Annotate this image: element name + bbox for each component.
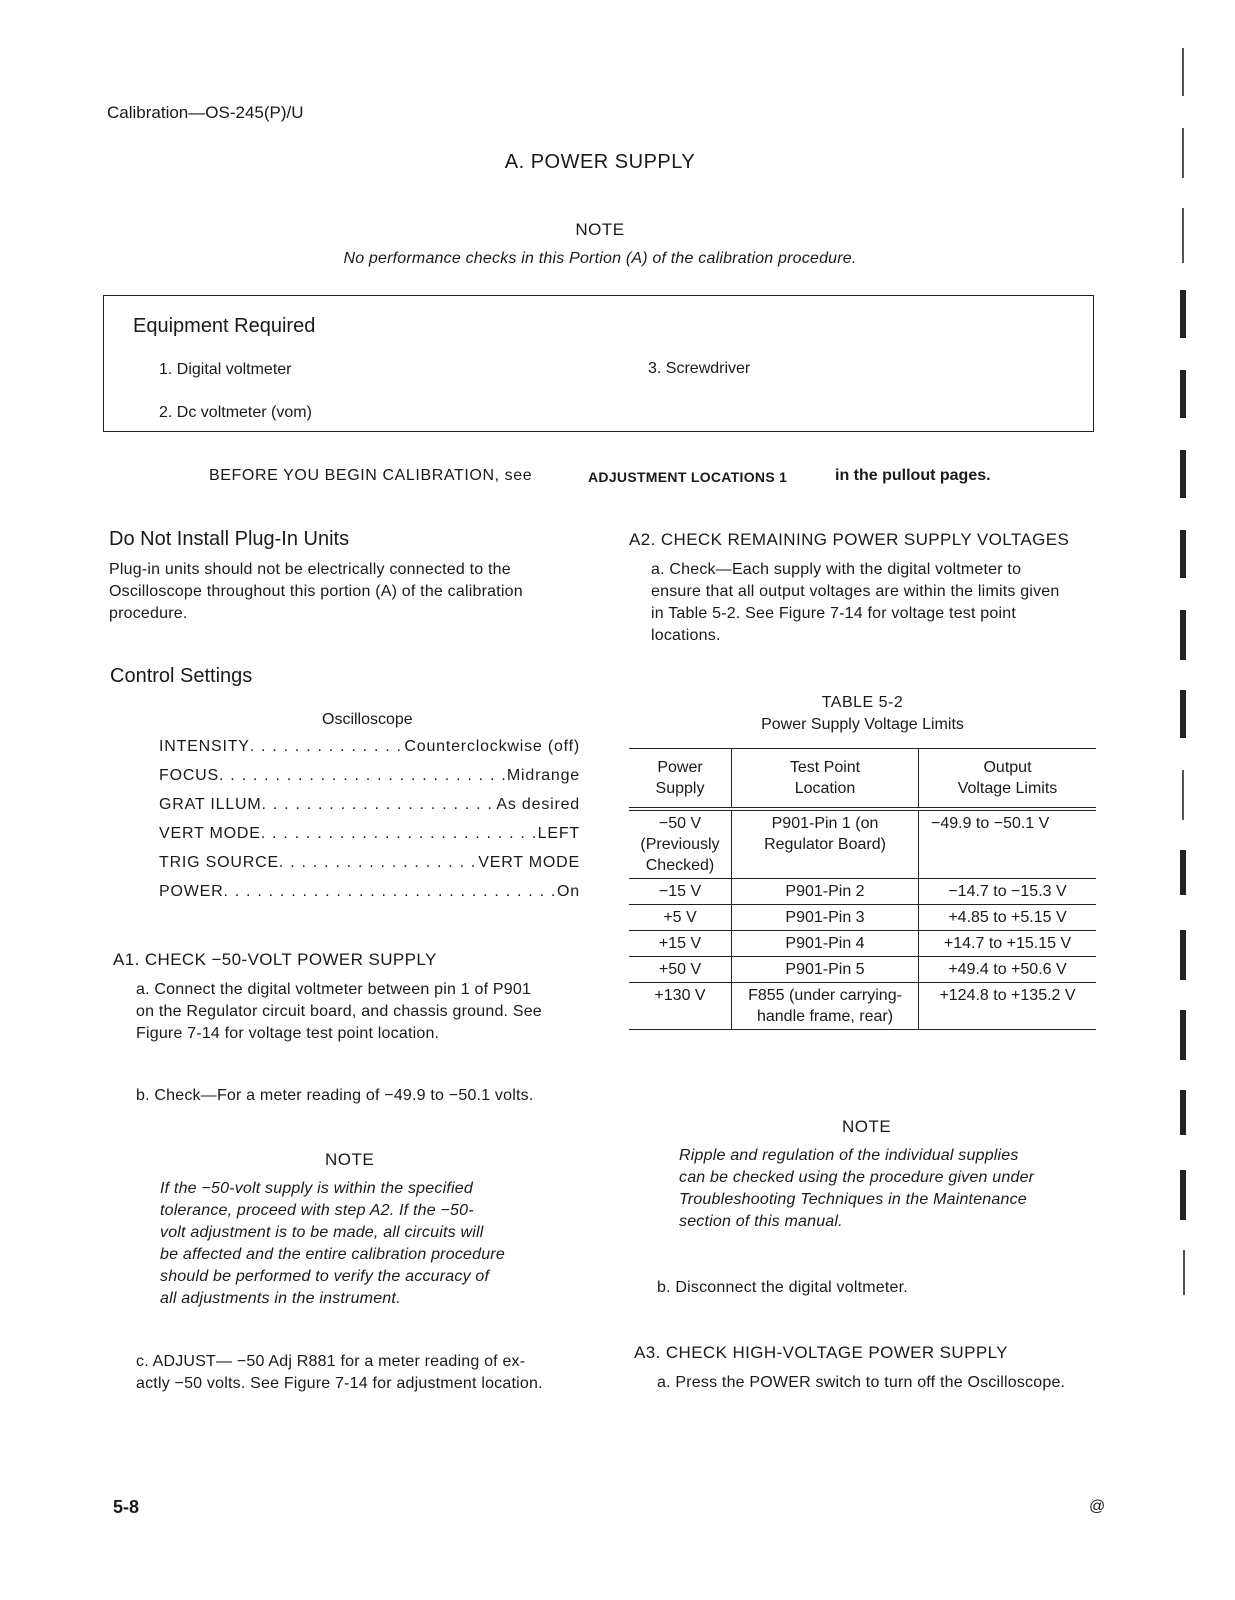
cell-supply: +15 V — [629, 931, 732, 957]
section-title: A. POWER SUPPLY — [504, 151, 696, 173]
cell-supply: +130 V — [629, 983, 732, 1030]
adjustment-locations-reference: ADJUSTMENT LOCATIONS 1 — [588, 469, 788, 485]
table-row — [629, 983, 1096, 1030]
equipment-item: 2. Dc voltmeter (vom) — [159, 404, 312, 421]
step-a1-a: a. Connect the digital voltmeter between pin 1 of P901 on the Regulator circuit board, and chassis ground. See Figure 7-14 for voltage test point location. — [136, 981, 542, 1042]
before-begin-suffix: in the pullout pages. — [835, 467, 991, 484]
step-a3-heading: A3. CHECK HIGH-VOLTAGE POWER SUPPLY — [634, 1343, 1008, 1362]
setting-vert-mode: VERT MODE . . . LEFT — [159, 825, 580, 854]
table-row — [629, 905, 1096, 931]
equipment-item: 3. Screwdriver — [648, 360, 751, 377]
control-settings-list — [159, 738, 580, 912]
header-power-supply: Power Supply — [629, 749, 732, 810]
note3-heading: NOTE — [842, 1117, 892, 1136]
top-note-text: No performance checks in this Portion (A) of the calibration procedure. — [343, 250, 857, 267]
note2-heading: NOTE — [325, 1150, 375, 1169]
table-subtitle: Power Supply Voltage Limits — [761, 716, 964, 733]
control-settings-heading: Control Settings — [110, 665, 253, 687]
cell-test-point: F855 (under carrying- handle frame, rear) — [732, 983, 919, 1030]
header-output-limits: Output Voltage Limits — [919, 749, 1097, 810]
cell-limits: −49.9 to −50.1 V — [919, 809, 1097, 879]
note2-text: If the −50-volt supply is within the specified tolerance, proceed with step A2. If the −50- volt adjustment is to be made, all circuits will be affected and the entire calibration procedure should be performed to verify the accuracy of all adjustments in the instrument. — [160, 1180, 505, 1307]
table-row — [629, 931, 1096, 957]
power-supply-table — [629, 748, 1096, 1030]
equipment-title: Equipment Required — [133, 315, 316, 337]
cell-test-point: P901-Pin 2 — [732, 879, 919, 905]
cell-test-point: P901-Pin 3 — [732, 905, 919, 931]
table-title: TABLE 5-2 — [821, 694, 904, 711]
equipment-required-box — [103, 295, 1094, 432]
cell-supply: −50 V (Previously Checked) — [629, 809, 732, 879]
step-a1-heading: A1. CHECK −50-VOLT POWER SUPPLY — [113, 950, 437, 969]
plugin-text: Plug-in units should not be electrically connected to the Oscilloscope throughout this portion (A) of the calibration procedure. — [109, 561, 523, 622]
cell-supply: −15 V — [629, 879, 732, 905]
step-a3-a: a. Press the POWER switch to turn off the Oscilloscope. — [657, 1374, 1066, 1391]
step-a2-a: a. Check—Each supply with the digital voltmeter to ensure that all output voltages are within the limits given in Table 5-2. See Figure 7-14 for voltage test point locations. — [651, 561, 1060, 644]
header-test-point: Test Point Location — [732, 749, 919, 810]
setting-focus: FOCUS . . . Midrange — [159, 767, 580, 796]
cell-limits: +49.4 to +50.6 V — [919, 957, 1097, 983]
step-a1-c: c. ADJUST— −50 Adj R881 for a meter reading of ex- actly −50 volts. See Figure 7-14 for adjustment location. — [136, 1353, 543, 1392]
cell-limits: +4.85 to +5.15 V — [919, 905, 1097, 931]
equipment-item: 1. Digital voltmeter — [159, 361, 292, 378]
step-a2-heading: A2. CHECK REMAINING POWER SUPPLY VOLTAGES — [629, 530, 1070, 549]
cell-supply: +50 V — [629, 957, 732, 983]
plugin-heading: Do Not Install Plug-In Units — [109, 528, 350, 550]
step-a2-b: b. Disconnect the digital voltmeter. — [657, 1279, 908, 1296]
table-row — [629, 809, 1096, 879]
oscilloscope-label: Oscilloscope — [322, 711, 413, 728]
table-row — [629, 879, 1096, 905]
footer-symbol: @ — [1089, 1498, 1106, 1515]
table-row — [629, 957, 1096, 983]
page-number: 5-8 — [113, 1497, 140, 1517]
table-header-row — [629, 749, 1096, 810]
cell-supply: +5 V — [629, 905, 732, 931]
setting-power: POWER . . . On — [159, 883, 580, 912]
cell-test-point: P901-Pin 1 (on Regulator Board) — [732, 809, 919, 879]
cell-limits: −14.7 to −15.3 V — [919, 879, 1097, 905]
top-note-heading: NOTE — [575, 220, 625, 239]
setting-grat-illum: GRAT ILLUM . . . As desired — [159, 796, 580, 825]
cell-test-point: P901-Pin 5 — [732, 957, 919, 983]
note3-text: Ripple and regulation of the individual supplies can be checked using the procedure given under Troubleshooting Techniques in the Maintenance section of this manual. — [679, 1147, 1035, 1230]
cell-limits: +124.8 to +135.2 V — [919, 983, 1097, 1030]
cell-test-point: P901-Pin 4 — [732, 931, 919, 957]
setting-intensity: INTENSITY . . . Counterclockwise (off) — [159, 738, 580, 767]
before-begin-prefix: BEFORE YOU BEGIN CALIBRATION, see — [209, 467, 533, 484]
step-a1-b: b. Check—For a meter reading of −49.9 to −50.1 volts. — [136, 1087, 534, 1104]
document-reference: Calibration—OS-245(P)/U — [107, 103, 304, 122]
cell-limits: +14.7 to +15.15 V — [919, 931, 1097, 957]
setting-trig-source: TRIG SOURCE . . . VERT MODE — [159, 854, 580, 883]
